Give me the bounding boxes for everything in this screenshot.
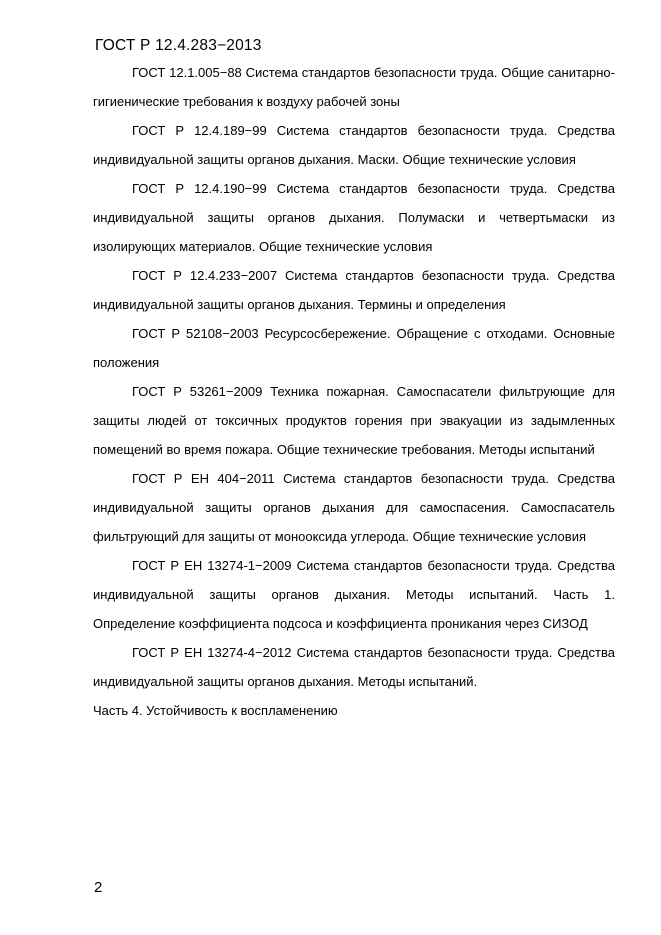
reference-item-continuation: Часть 4. Устойчивость к воспламенению xyxy=(93,703,338,718)
page-number: 2 xyxy=(94,879,103,896)
reference-item: ГОСТ Р ЕН 13274-4−2012 Система стандартов безопасности труда. Средства индивидуальной защиты органов дыхания. Методы испытаний. xyxy=(93,645,615,689)
reference-item: ГОСТ Р ЕН 13274-1−2009 Система стандартов безопасности труда. Средства индивидуальной защиты органов дыхания. Методы испытаний. Часть 1. Определение коэффициента подсоса и коэффициента проникания через СИЗОД xyxy=(93,558,615,631)
reference-item: ГОСТ Р 12.4.189−99 Система стандартов безопасности труда. Средства индивидуальной защиты органов дыхания. Маски. Общие технические условия xyxy=(93,123,615,167)
reference-item: ГОСТ Р 53261−2009 Техника пожарная. Самоспасатели фильтрующие для защиты людей от токсичных продуктов горения при эвакуации из задымленных помещений во время пожара. Общие технические требования. Методы испытаний xyxy=(93,384,615,457)
reference-item: ГОСТ Р 52108−2003 Ресурсосбережение. Обращение с отходами. Основные положения xyxy=(93,326,615,370)
references-list xyxy=(93,58,615,725)
reference-item: ГОСТ Р 12.4.233−2007 Система стандартов безопасности труда. Средства индивидуальной защиты органов дыхания. Термины и определения xyxy=(93,268,615,312)
reference-item: ГОСТ Р ЕН 404−2011 Система стандартов безопасности труда. Средства индивидуальной защиты органов дыхания для самоспасения. Самоспасатель фильтрующий для защиты от монооксида углерода. Общие технические условия xyxy=(93,471,615,544)
reference-item: ГОСТ Р 12.4.190−99 Система стандартов безопасности труда. Средства индивидуальной защиты органов дыхания. Полумаски и четвертьмаски из изолирующих материалов. Общие технические условия xyxy=(93,181,615,254)
document-header: ГОСТ Р 12.4.283−2013 xyxy=(95,37,262,54)
reference-item: ГОСТ 12.1.005−88 Система стандартов безопасности труда. Общие санитарно-гигиенические требования к воздуху рабочей зоны xyxy=(93,65,615,109)
